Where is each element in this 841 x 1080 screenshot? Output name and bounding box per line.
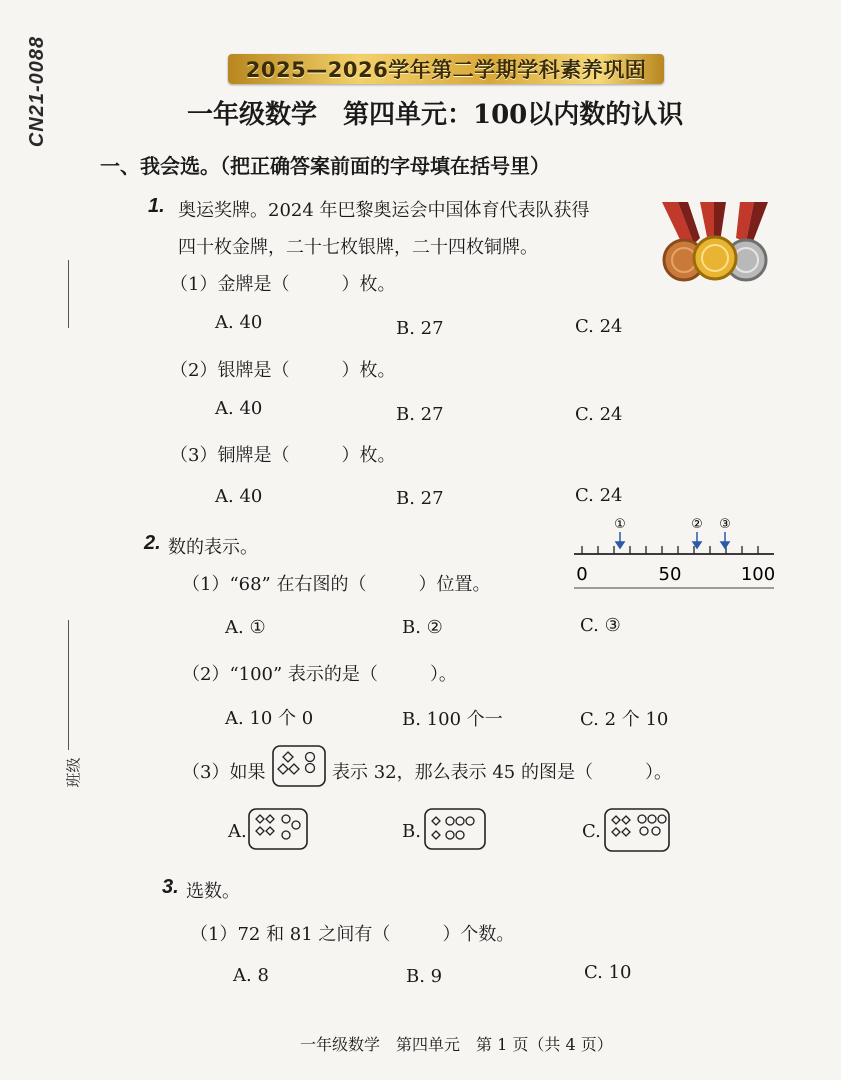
option-b-figure[interactable]: [424, 808, 486, 850]
question-number: 2.: [144, 532, 161, 554]
option-b[interactable]: B. 27: [396, 404, 444, 425]
section-heading: 一、我会选。（把正确答案前面的字母填在括号里）: [100, 154, 550, 178]
sub-question: （3）铜牌是（ ）枚。: [170, 445, 396, 466]
question-text: 四十枚金牌，二十七枚银牌，二十四枚铜牌。: [178, 237, 538, 258]
option-a[interactable]: A. 40: [215, 398, 263, 419]
sub-question: （2）银牌是（ ）枚。: [170, 360, 396, 381]
question-text: 奥运奖牌。2024 年巴黎奥运会中国体育代表队获得: [178, 200, 590, 221]
tick-label-0: 0: [576, 564, 588, 585]
page-footer: 一年级数学 第四单元 第 1 页（共 4 页）: [300, 1035, 613, 1054]
option-c[interactable]: C. 24: [575, 316, 623, 337]
option-c-figure[interactable]: [604, 808, 670, 852]
option-b[interactable]: B.: [402, 821, 421, 842]
sub-question: （1）72 和 81 之间有（ ）个数。: [190, 924, 515, 945]
option-c[interactable]: C. 2 个 10: [580, 709, 669, 730]
option-a[interactable]: A. 8: [233, 965, 269, 986]
marker-2: ②: [691, 517, 703, 532]
tick-label-100: 100: [740, 564, 776, 585]
banner-text: 2025—2026学年第二学期学科素养巩固: [245, 58, 647, 82]
marker-1: ①: [614, 517, 626, 532]
option-b[interactable]: B. 100 个一: [402, 709, 503, 730]
option-a[interactable]: A. 10 个 0: [225, 708, 314, 729]
option-c[interactable]: C. ③: [580, 615, 621, 636]
margin-line: [68, 260, 69, 328]
option-b[interactable]: B. 27: [396, 318, 444, 339]
option-a-figure[interactable]: [248, 808, 308, 850]
question-number: 1.: [148, 195, 165, 217]
question-text: 数的表示。: [168, 537, 258, 558]
class-label: 班级: [64, 757, 83, 788]
sub-question: （1）“68” 在右图的（ ）位置。: [182, 574, 491, 595]
gold-medal-icon: [694, 237, 736, 279]
option-c[interactable]: C. 10: [584, 962, 632, 983]
question-text: 选数。: [186, 881, 240, 902]
example-figure-32: [272, 745, 326, 787]
option-c[interactable]: C.: [582, 821, 601, 842]
option-b[interactable]: B. 27: [396, 488, 444, 509]
question-number: 3.: [162, 876, 179, 898]
page-title: 一年级数学 第四单元：100以内数的认识: [187, 100, 684, 130]
option-a[interactable]: A. 40: [215, 312, 263, 333]
option-b[interactable]: B. 9: [406, 966, 443, 987]
number-line: [568, 512, 780, 594]
option-b[interactable]: B. ②: [402, 617, 443, 638]
marker-3: ③: [719, 517, 731, 532]
option-c[interactable]: C. 24: [575, 485, 623, 506]
sub-question-cont: 表示 32，那么表示 45 的图是（ ）。: [332, 762, 672, 783]
sub-question: （2）“100” 表示的是（ ）。: [182, 664, 457, 685]
option-a[interactable]: A. 40: [215, 486, 263, 507]
tick-label-50: 50: [658, 564, 682, 585]
option-a[interactable]: A.: [228, 821, 247, 842]
title-banner: [228, 54, 664, 84]
sub-question: （1）金牌是（ ）枚。: [170, 274, 396, 295]
document-code: CN21-0088: [26, 35, 49, 148]
sub-question: （3）如果: [182, 762, 266, 783]
option-a[interactable]: A. ①: [225, 617, 266, 638]
medals-image: [656, 198, 774, 286]
margin-line: [68, 620, 69, 750]
option-c[interactable]: C. 24: [575, 404, 623, 425]
